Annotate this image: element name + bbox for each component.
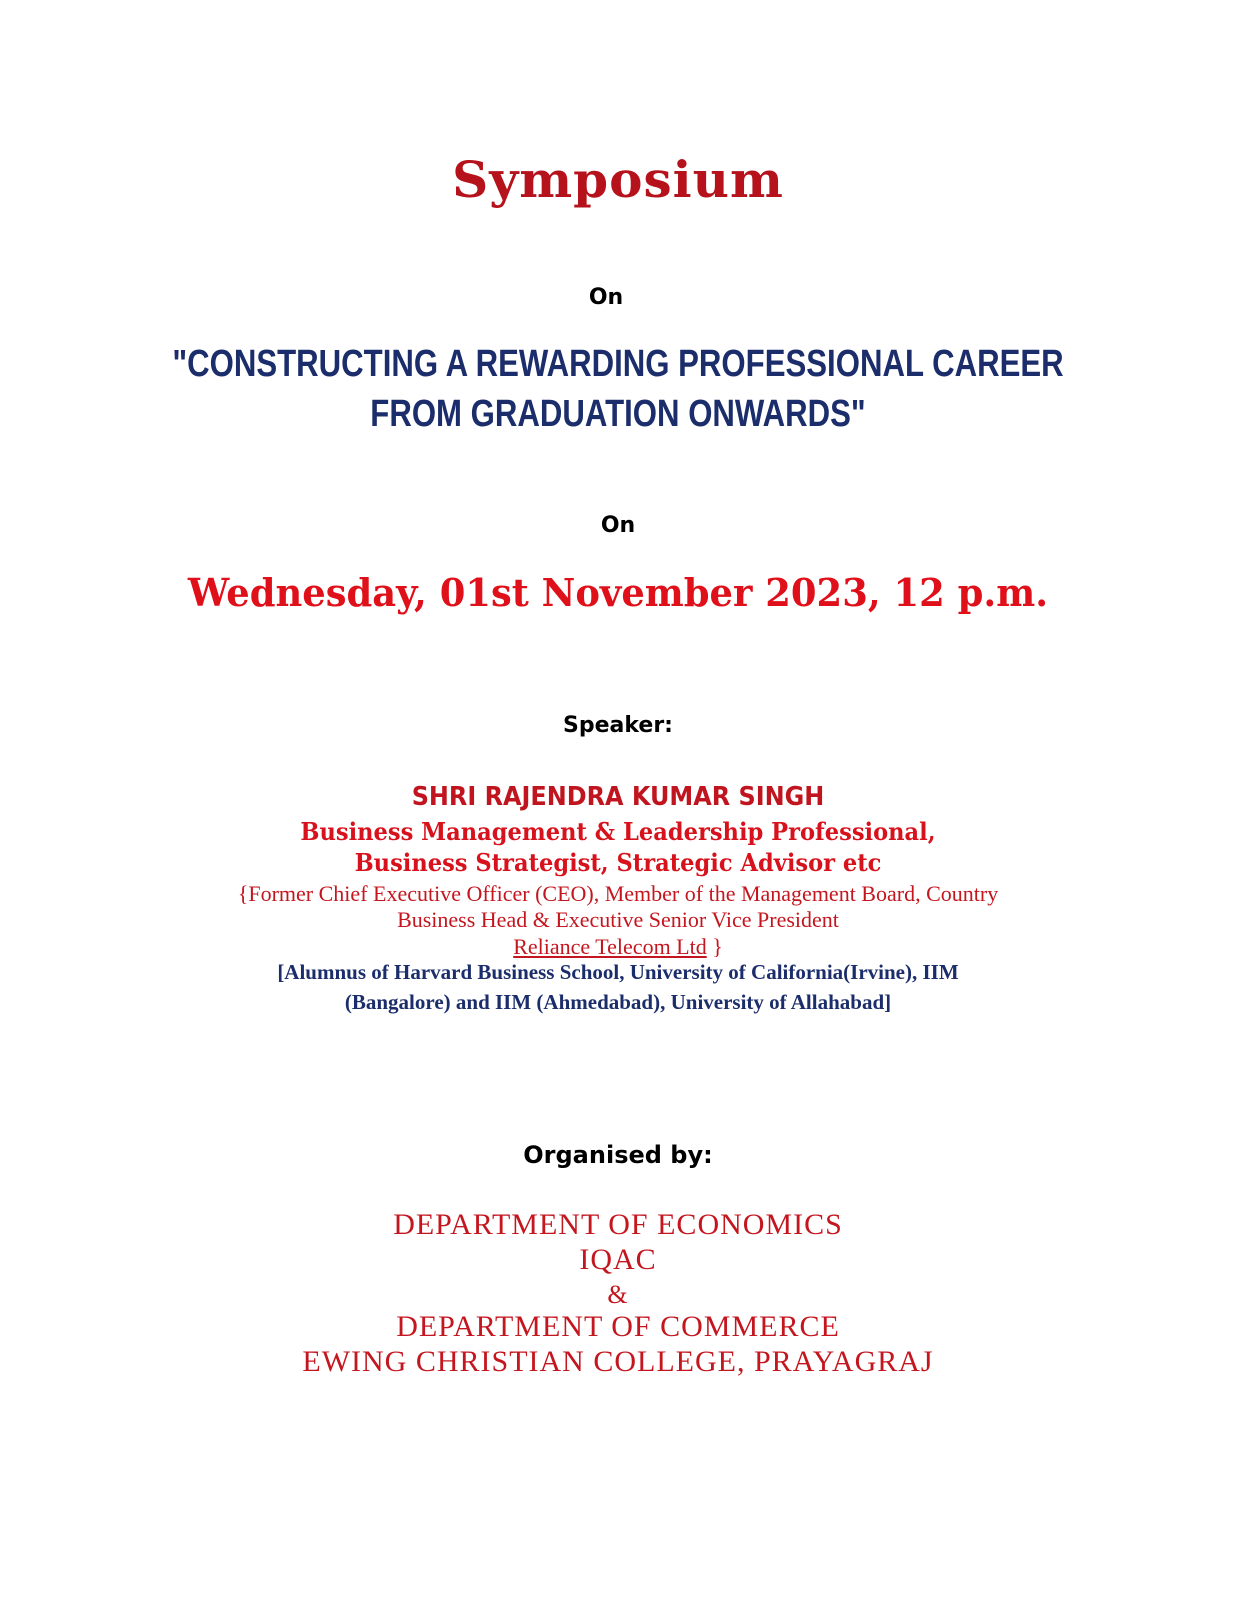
speaker-company-line — [0, 933, 1236, 960]
speaker-former-line-1: {Former Chief Executive Officer (CEO), Member of the Management Board, Country — [237, 881, 999, 906]
on-label-1: On — [588, 285, 624, 310]
speaker-name: SHRI RAJENDRA KUMAR SINGH — [411, 782, 825, 812]
organiser-line-1: DEPARTMENT OF ECONOMICS — [393, 1208, 843, 1241]
organised-by-label: Organised by: — [523, 1141, 713, 1169]
speaker-label: Speaker: — [563, 713, 673, 738]
topic-line-1: "CONSTRUCTING A REWARDING PROFESSIONAL CAREER — [172, 343, 1064, 385]
topic-line-2: FROM GRADUATION ONWARDS" — [370, 393, 866, 435]
organiser-line-5: EWING CHRISTIAN COLLEGE, PRAYAGRAJ — [302, 1345, 934, 1378]
organiser-line-3: & — [607, 1280, 629, 1309]
organiser-line-4: DEPARTMENT OF COMMERCE — [396, 1310, 840, 1343]
speaker-former-line-2: Business Head & Executive Senior Vice President — [397, 907, 839, 932]
speaker-company-close: } — [712, 934, 723, 959]
speaker-alumni-line-1: [Alumnus of Harvard Business School, University of California(Irvine), IIM — [277, 960, 959, 984]
speaker-company: Reliance Telecom Ltd — [513, 934, 707, 959]
speaker-role-line-2: Business Strategist, Strategic Advisor etc — [354, 848, 882, 877]
speaker-alumni-line-2: (Bangalore) and IIM (Ahmedabad), University of Allahabad] — [344, 990, 892, 1014]
speaker-role-line-1: Business Management & Leadership Professional, — [300, 817, 936, 846]
event-date: Wednesday, 01st November 2023, 12 p.m. — [187, 570, 1049, 615]
on-label-2: On — [600, 513, 636, 538]
organiser-line-2: IQAC — [579, 1243, 657, 1276]
page-title: Symposium — [452, 150, 784, 209]
